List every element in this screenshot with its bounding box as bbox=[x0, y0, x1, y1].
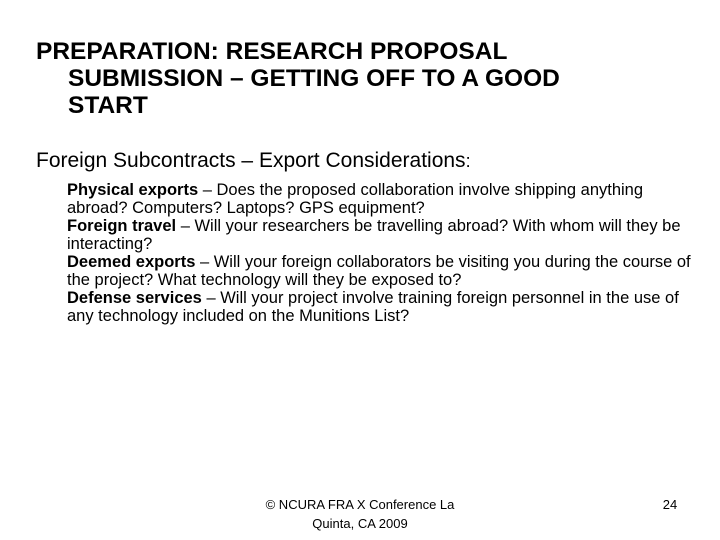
title-line-1: PREPARATION: RESEARCH PROPOSAL bbox=[36, 38, 508, 65]
bullet-defense-services bbox=[67, 289, 707, 325]
title-line-3: START bbox=[68, 92, 148, 119]
bullet-deemed-exports bbox=[67, 253, 707, 289]
bullet-term: Deemed exports bbox=[67, 253, 196, 271]
export-considerations-list bbox=[67, 181, 707, 325]
bullet-term: Foreign travel bbox=[67, 217, 177, 235]
slide-title bbox=[36, 38, 696, 119]
footer-copyright: © NCURA FRA X Conference La Quinta, CA 2009 bbox=[265, 497, 455, 531]
bullet-term: Physical exports bbox=[67, 181, 199, 199]
subheading-colon: : bbox=[465, 151, 471, 171]
bullet-term: Defense services bbox=[67, 289, 202, 307]
bullet-text: – Does the proposed collaboration involve shipping anything abroad? Computers? Laptops? GPS equipment? bbox=[67, 181, 644, 217]
bullet-physical-exports bbox=[67, 181, 707, 217]
title-line-2: SUBMISSION – GETTING OFF TO A GOOD bbox=[68, 65, 560, 92]
subheading-text: Foreign Subcontracts – Export Considerations bbox=[36, 149, 466, 172]
bullet-text: – Will your project involve training foreign personnel in the use of any technology included on the Munitions List? bbox=[67, 289, 679, 325]
page-number: 24 bbox=[662, 497, 678, 512]
section-subheading bbox=[36, 148, 471, 174]
bullet-text: – Will your researchers be travelling abroad? With whom will they be interacting? bbox=[67, 217, 681, 253]
bullet-text: – Will your foreign collaborators be visiting you during the course of the project? What technology will they be exposed to? bbox=[67, 253, 691, 289]
bullet-foreign-travel bbox=[67, 217, 707, 253]
